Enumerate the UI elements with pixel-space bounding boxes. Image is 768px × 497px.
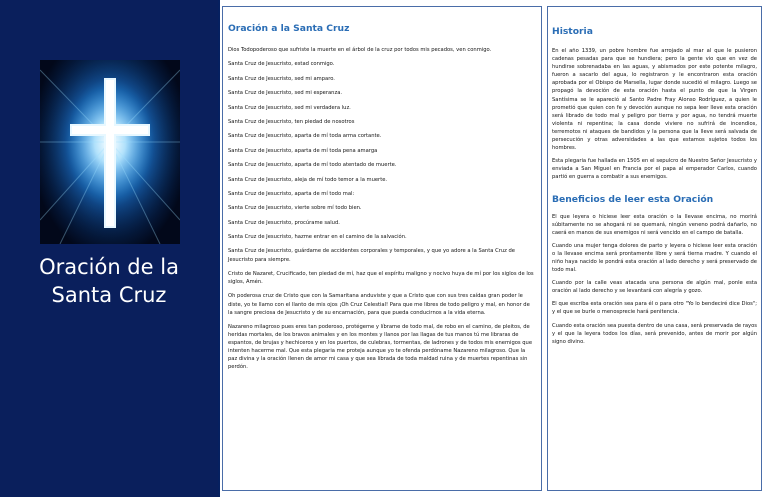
prayer-paragraph: Santa Cruz de Jesucristo, aparta de mí todo mal: [228,190,355,197]
benefits-heading: Beneficios de leer esta Oración [552,193,714,205]
history-paragraph: En el año 1339, un pobre hombre fue arrojado al mar al que le pusieron cadenas pesadas para que se hundiera; pero la gente vio que en vez de hundirse sobrenadaba en las aguas, y abismados por este potente milagro, fueron a sacarlo del agua, lo registraron y le encontraron esta oración aprobada por el Obispo de Marsella, lugar donde sucedió el milagro. Luego se propagó la devoción de esta oración hasta el punto de que la Virgen Santísima se le apareció al Santo Padre Fray Alonso Rodríguez, a quien le prometió que quien con fe y devoción aunque no sepa leer lleve esta oración será librado de todo mal y peligro por tierra y por agua, no tendrá muerte violenta ni repentina; la casa donde viviere no sufrirá de incendios, terremotos ni ataques de bandidos y la persona que la lleve será salvada de persecución y otras adversidades a las que estamos sujetos todos los hombres. [552,48,757,152]
prayer-paragraph: Santa Cruz de Jesucristo, procúrame salud. [228,219,340,226]
cross-image [40,60,180,244]
prayer-paragraph: Santa Cruz de Jesucristo, aleja de mí todo temor a la muerte. [228,176,388,183]
cover-title-line-2: Santa Cruz [51,283,167,307]
benefits-paragraph: El que escriba esta oración sea para él o para otro "Yo lo bendeciré dice Dios"; y el que se burle o menosprecie hará penitencia. [552,301,757,316]
cross-icon [40,60,180,244]
benefits-paragraph: El que leyera o hiciese leer esta oración o la llevase encima, no morirá súbitamente no se ahogará ni se quemará, ningún veneno podrá dañarlo, no caerá en manos de sus enemigos ni será vencido en el campo de batalla. [552,213,757,236]
prayer-paragraph: Santa Cruz de Jesucristo, aparta de mí toda arma cortante. [228,133,382,140]
prayer-panel [222,6,542,491]
prayer-paragraph: Cristo de Nazaret, Crucificado, ten piedad de mí, haz que el espíritu maligno y nocivo huya de mí por los siglos de los siglos, Amén. [228,270,534,286]
prayer-paragraph: Santa Cruz de Jesucristo, sed mi verdadera luz. [228,104,351,111]
prayer-paragraph: Oh poderosa cruz de Cristo que con la Samaritana anduviste y que a Cristo que con sus tres caídas gran poder le diste, yo te llamo con el llanto de mis ojos ¡Oh Cruz Celestial! Para que me libres de todo peligro y mal, en honor de la sangre preciosa de Jesucristo y de su encarnación, para que pueda conducirnos a la vida eterna. [228,293,530,316]
prayer-paragraph: Santa Cruz de Jesucristo, aparta de mí toda pena amarga [228,147,378,154]
cover-panel [0,0,220,497]
cover-title-line-1: Oración de la [39,255,179,279]
prayer-paragraph: Santa Cruz de Jesucristo, hazme entrar en el camino de la salvación. [228,234,407,241]
prayer-heading: Oración a la Santa Cruz [228,23,350,34]
prayer-paragraph: Santa Cruz de Jesucristo, aparta de mí todo atentado de muerte. [228,162,397,169]
prayer-paragraph: Santa Cruz de Jesucristo, vierte sobre mí todo bien. [228,205,362,212]
history-paragraph: Esta plegaria fue hallada en 1505 en el sepulcro de Nuestro Señor Jesucristo y enviada a San Miguel en Francia por el papa al emperador Carlos, cuando partió en guerra a combatir a sus enemigos. [552,158,757,181]
benefits-paragraph: Cuando una mujer tenga dolores de parto y leyera o hiciese leer esta oración o la llevase encima será prontamente libre y será tierna madre. Y cuando el niño haya nacido le pondrá esta oración al lado derecho y será preservado de todo mal. [552,242,757,274]
prayer-paragraph: Santa Cruz de Jesucristo, ten piedad de nosotros [228,118,355,125]
history-body [552,47,757,182]
prayer-paragraph: Santa Cruz de Jesucristo, sed mi amparo. [228,75,335,82]
prayer-paragraph: Santa Cruz de Jesucristo, estad conmigo. [228,61,335,68]
info-panel [547,6,762,491]
cover-title [0,253,218,309]
benefits-paragraph: Cuando esta oración sea puesta dentro de una casa, será preservada de rayos y el que la leyera todos los días, será prevenido, antes de morir por algún signo divino. [552,322,757,345]
prayer-paragraph: Santa Cruz de Jesucristo, guárdame de accidentes corporales y temporales, y que yo adore a la Santa Cruz de Jesucristo para siempre. [228,248,515,263]
prayer-paragraph: Dios Todopoderoso que sufriste la muerte en el árbol de la cruz por todos mis pecados, ven conmigo. [228,47,492,53]
benefits-paragraph: Cuando por la calle veas atacada una persona de algún mal, ponle esta oración al lado derecho y se levantará con alegría y gozo. [552,280,757,295]
prayer-body [228,46,535,372]
benefits-body [552,213,757,346]
history-heading: Historia [552,26,593,37]
prayer-paragraph: Nazareno milagroso pues eres tan poderoso, protégeme y líbrame de todo mal, de robo en el camino, de pleitos, de heridas mortales, de los bravos animales y en los montes y llanos por las llagas de tus manos tú me libraras de espantos, de brujas y hechiceros y en los puertos, de culebras, tormentas, de ladrones y de todos mis enemigos que intenten hacerme mal. Que esta plegaria me proteja aunque yo te ofenda perdóname Nazareno milagroso. Que la paz divina y la oración llenen de amor mi casa y que sea librada de toda maldad ruina y de muertes repentinas sin perdón. [228,324,533,371]
prayer-paragraph: Santa Cruz de Jesucristo, sed mi esperanza. [228,90,343,97]
